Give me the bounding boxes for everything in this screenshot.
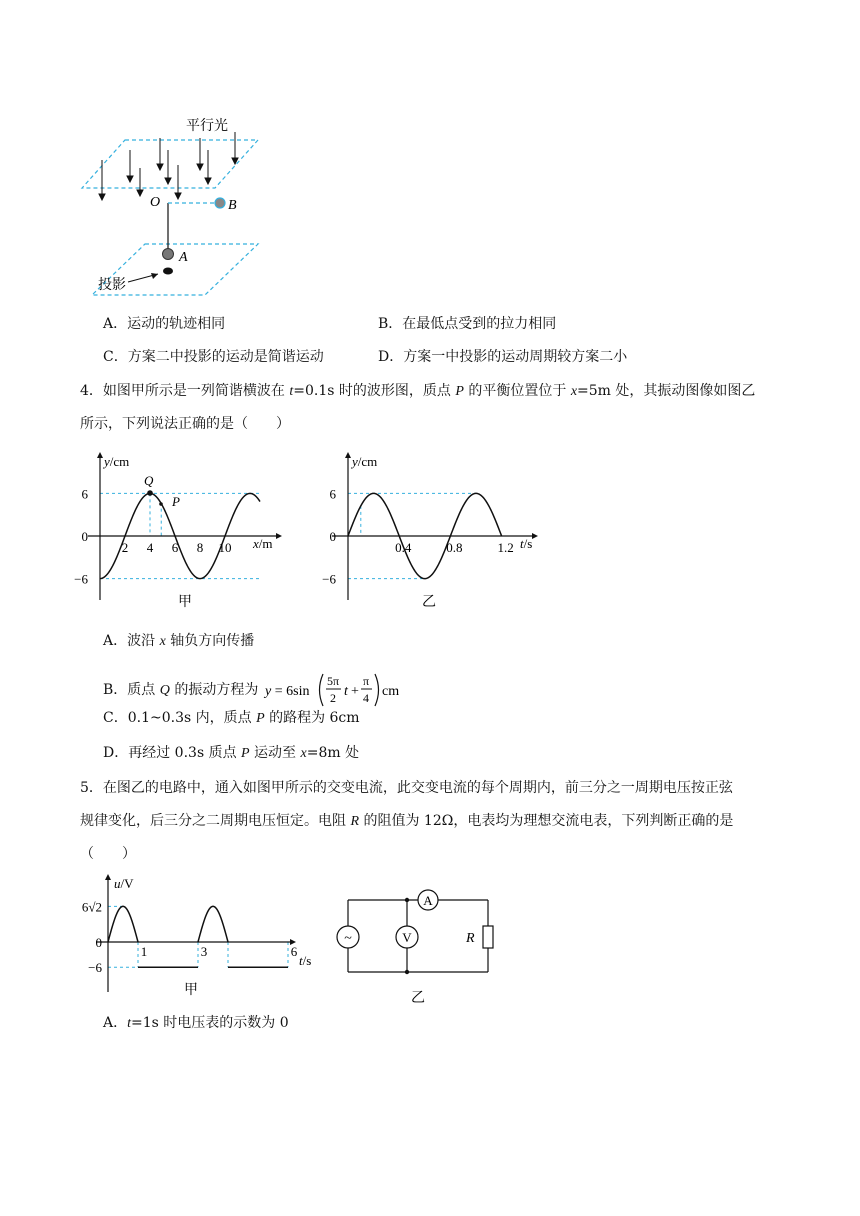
point-o-label: O xyxy=(150,195,161,210)
light-arrows xyxy=(99,132,238,200)
point-p-dot xyxy=(159,502,163,506)
y-tick-label: −6 xyxy=(322,571,336,587)
x-tick-label: 3 xyxy=(200,944,208,959)
pendulum-projection-figure xyxy=(80,110,280,305)
y-tick-label: 6 xyxy=(329,486,336,502)
y-tick-label: 0 xyxy=(329,529,336,544)
ball-a xyxy=(163,249,174,260)
figure-caption-jia: 甲 xyxy=(178,594,192,610)
svg-text:+: + xyxy=(350,684,359,699)
figure-caption-jia2: 甲 xyxy=(184,982,198,998)
x-axis-label: t/s xyxy=(299,953,312,968)
y-axis-label: u/V xyxy=(114,876,134,891)
voltmeter-label: V xyxy=(402,930,412,945)
y-tick-label: 0 xyxy=(95,935,102,950)
wave-graph-jia xyxy=(74,450,290,615)
y-axis-arrow xyxy=(97,452,103,458)
y-axis-arrow xyxy=(345,452,351,458)
x-axis-arrow xyxy=(276,533,282,539)
q4-option-b: B．质点 Q 的振动方程为 y = 6sin 5π 2 t + π 4 cm xyxy=(103,668,415,712)
x-tick-label: 1 xyxy=(140,944,148,959)
ac-source-symbol: ~ xyxy=(344,931,352,946)
svg-text:y = 6sin: y = 6sin xyxy=(264,684,310,699)
q5-stem-line3: （ ） xyxy=(80,846,136,862)
q4-option-a: A．波沿 x 轴负方向传播 xyxy=(103,633,255,649)
junction-top xyxy=(405,898,409,902)
light-label: 平行光 xyxy=(186,118,228,134)
q4-stem-line1: 4．如图甲所示是一列简谐横波在 t=0.1s 时的波形图，质点 P 的平衡位置位于 x=5m 处，其振动图像如图乙 xyxy=(80,383,756,399)
y-tick-label: 6√2 xyxy=(81,899,102,915)
y-tick-label: −6 xyxy=(74,571,88,587)
q4-stem-line2: 所示，下列说法正确的是（ ） xyxy=(80,416,290,432)
svg-text:5π: 5π xyxy=(326,674,339,688)
x-tick-label: 10 xyxy=(218,540,232,555)
x-axis-label: t/s xyxy=(520,536,533,551)
x-tick-label: 1.2 xyxy=(497,540,514,555)
q5-stem-line2: 规律变化，后三分之二周期电压恒定。电阻 R 的阻值为 12Ω，电表均为理想交流电表，下列判断正确的是 xyxy=(80,813,734,829)
voltage-curve xyxy=(108,906,288,967)
q4-option-c: C．0.1~0.3s 内，质点 P 的路程为 6cm xyxy=(103,710,360,726)
voltage-graph-jia xyxy=(78,872,328,1000)
junction-bottom xyxy=(405,970,409,974)
q3-option-c: C．方案二中投影的运动是简谐运动 xyxy=(103,349,324,365)
figure-caption-yi2: 乙 xyxy=(411,991,425,1006)
x-tick-label: 0.4 xyxy=(395,540,412,555)
svg-text:2: 2 xyxy=(329,691,336,705)
y-tick-label: −6 xyxy=(88,960,102,976)
q5-option-a: A．t=1s 时电压表的示数为 0 xyxy=(103,1015,289,1031)
x-axis-label: x/m xyxy=(253,536,273,551)
ammeter-label: A xyxy=(423,893,433,908)
resistor-label: R xyxy=(466,931,475,946)
y-axis-label: y/cm xyxy=(104,454,130,469)
svg-text:cm: cm xyxy=(381,684,399,699)
projection-shadow xyxy=(163,268,173,275)
circuit-diagram-yi xyxy=(328,878,508,1008)
point-b-label: B xyxy=(228,198,237,213)
q3-option-b: B．在最低点受到的拉力相同 xyxy=(378,316,557,332)
q3-option-d: D．方案一中投影的运动周期较方案二小 xyxy=(378,349,628,365)
figure-caption-yi: 乙 xyxy=(422,594,436,610)
projection-label: 投影 xyxy=(98,277,126,293)
ball-b xyxy=(215,198,225,208)
svg-text:4: 4 xyxy=(362,691,369,705)
q4-option-d: D．再经过 0.3s 质点 P 运动至 x=8m 处 xyxy=(103,745,360,761)
point-p-label: P xyxy=(172,494,180,509)
resistor xyxy=(483,926,493,948)
y-axis-arrow xyxy=(105,874,111,880)
x-tick-label: 2 xyxy=(121,540,129,555)
y-tick-label: 0 xyxy=(81,529,88,544)
x-axis-arrow xyxy=(532,533,538,539)
y-axis-label: y/cm xyxy=(352,454,378,469)
q4-formula xyxy=(265,668,415,712)
point-q-label: Q xyxy=(144,473,154,488)
x-tick-label: 0.8 xyxy=(446,540,463,555)
svg-text:π: π xyxy=(362,674,369,688)
x-tick-label: 4 xyxy=(146,540,154,555)
y-tick-label: 6 xyxy=(81,486,88,502)
point-a-label: A xyxy=(179,250,188,265)
q3-option-a: A．运动的轨迹相同 xyxy=(103,316,226,332)
x-tick-label: 6 xyxy=(290,944,298,959)
x-tick-label: 6 xyxy=(171,540,179,555)
x-tick-label: 8 xyxy=(196,540,204,555)
svg-text:t: t xyxy=(343,684,348,699)
q5-stem-line1: 5．在图乙的电路中，通入如图甲所示的交变电流，此交变电流的每个周期内，前三分之一周期电压按正弦 xyxy=(80,780,733,796)
vibration-graph-yi xyxy=(312,450,562,615)
point-q-dot xyxy=(147,490,153,496)
